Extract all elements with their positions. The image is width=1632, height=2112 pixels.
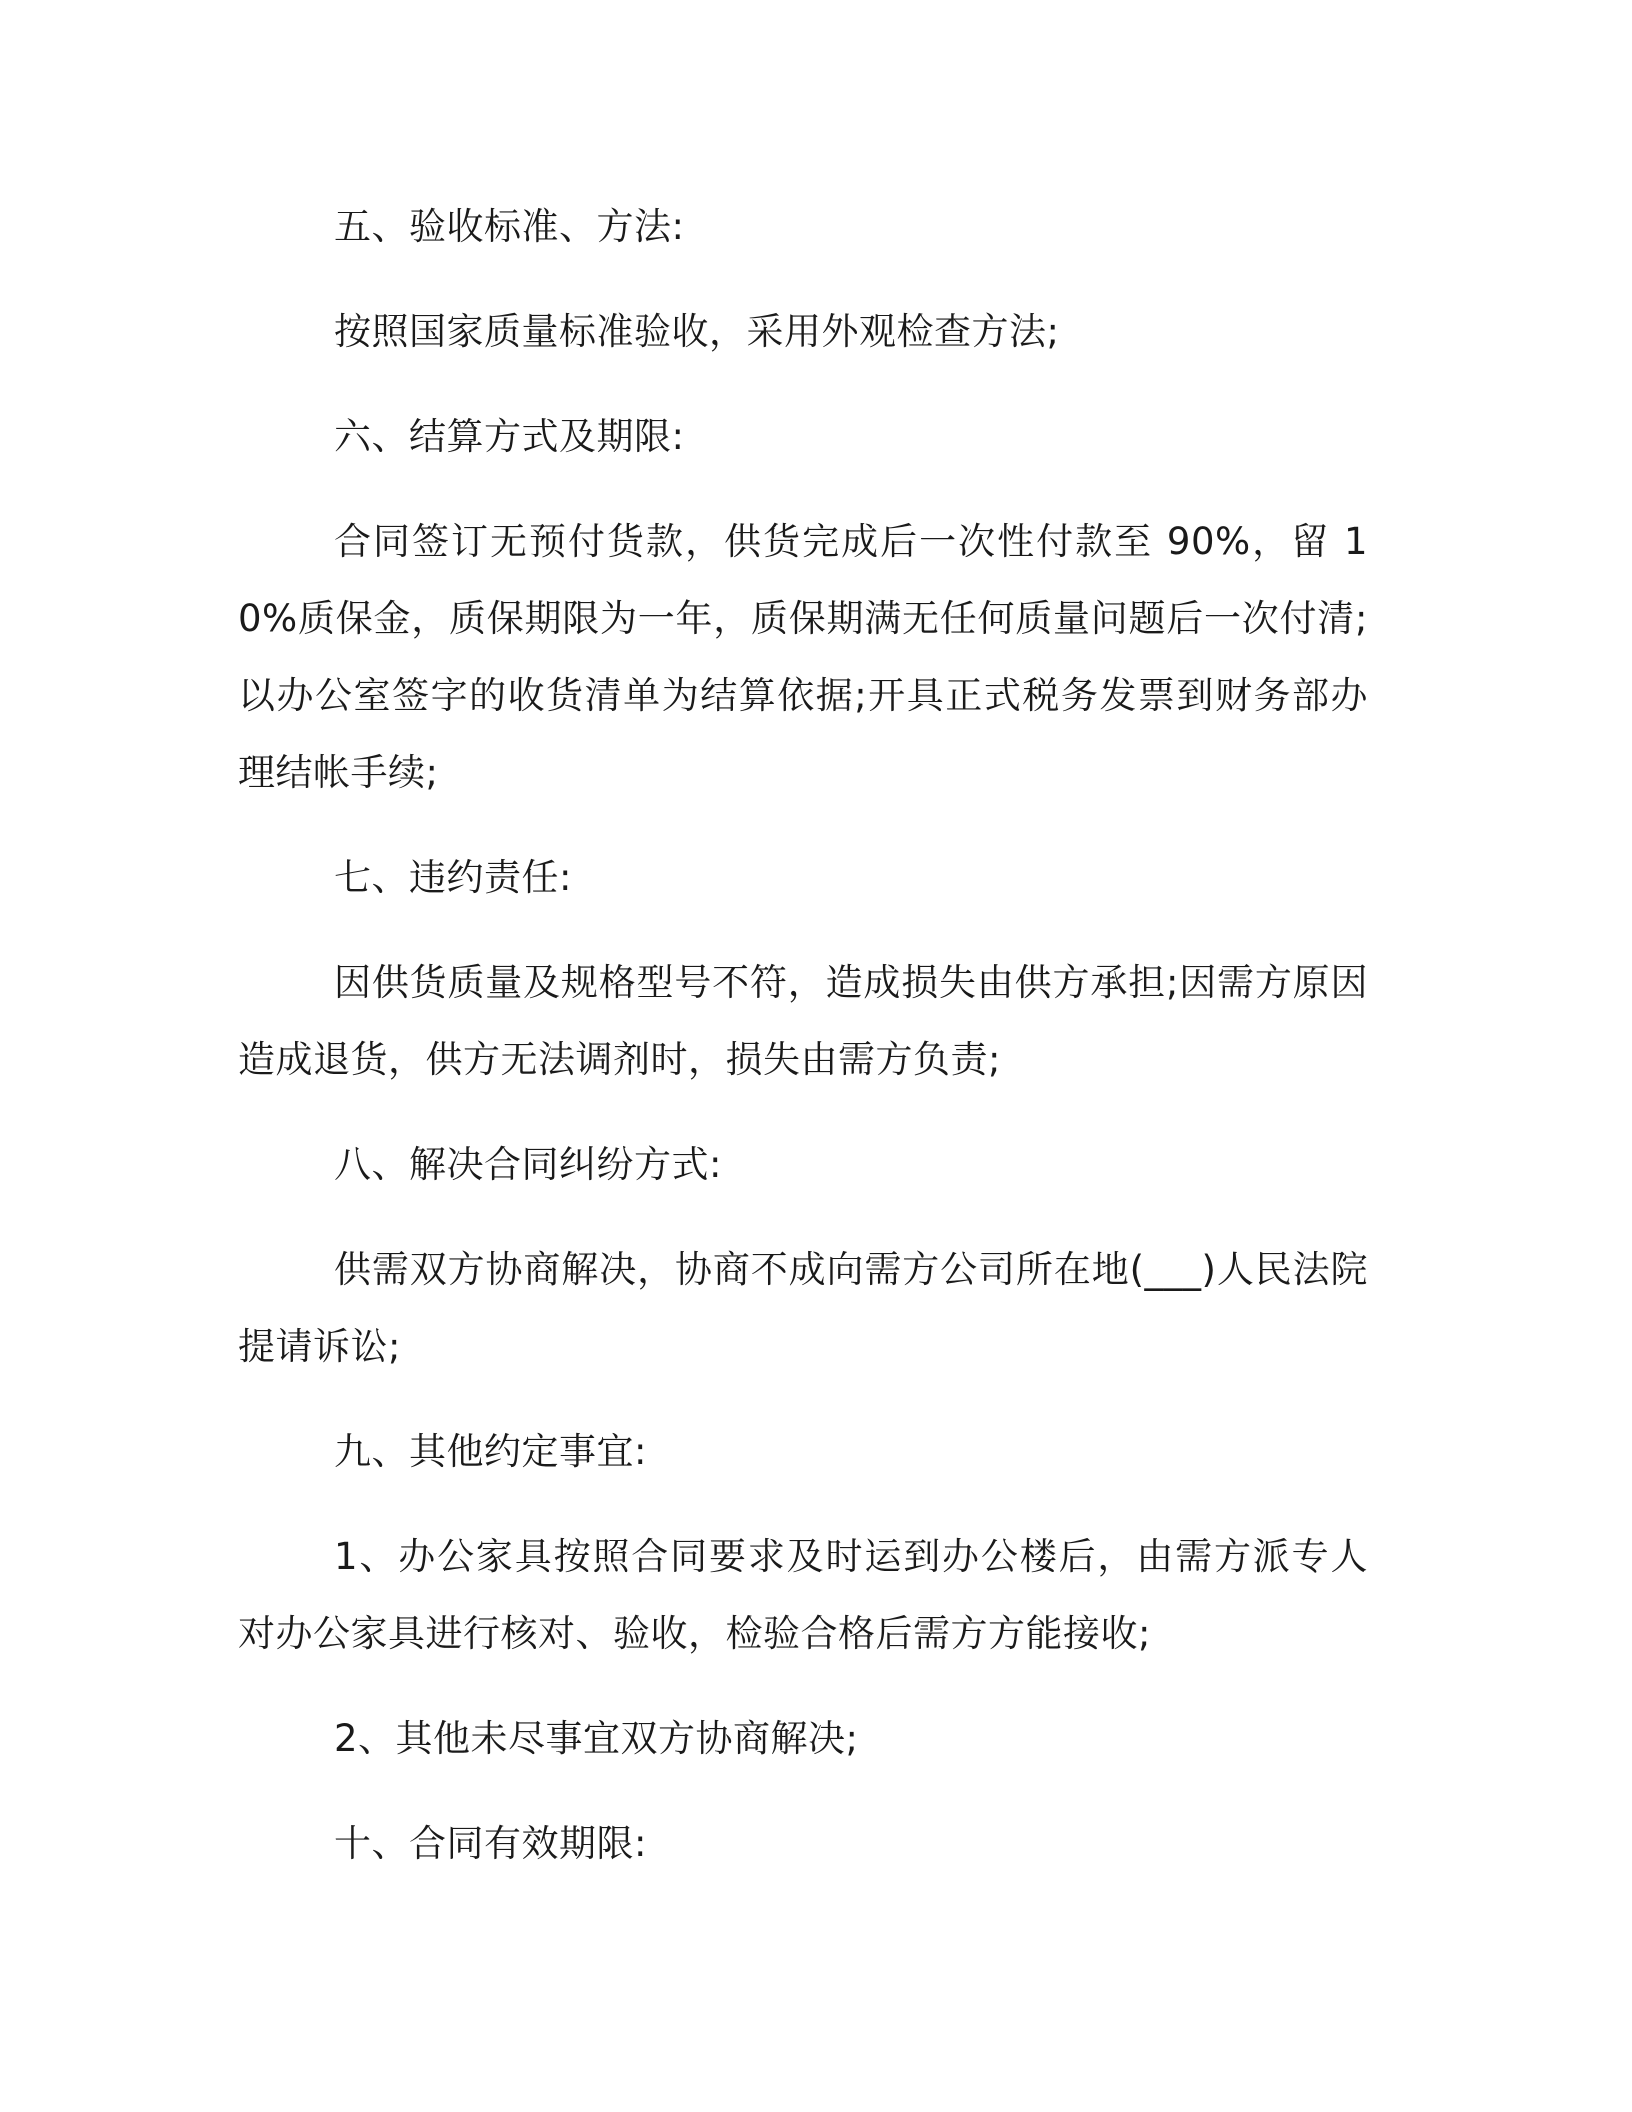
paragraph-liability-terms: 因供货质量及规格型号不符，造成损失由供方承担;因需方原因造成退货，供方无法调剂时，损失由需方负责;: [238, 961, 1368, 1081]
paragraph-other-item-1: 1、办公家具按照合同要求及时运到办公楼后，由需方派专人对办公家具进行核对、验收，检验合格后需方方能接收;: [238, 1535, 1368, 1655]
section-heading-other-matters: 九、其他约定事宜:: [334, 1430, 647, 1473]
paragraph-other-item-2: 2、其他未尽事宜双方协商解决;: [334, 1717, 859, 1760]
section-heading-liability: 七、违约责任:: [334, 856, 572, 899]
document-body: [238, 188, 1368, 1882]
section-heading-settlement: 六、结算方式及期限:: [334, 415, 685, 458]
section-heading-dispute: 八、解决合同纠纷方式:: [334, 1143, 722, 1186]
paragraph-dispute-terms: 供需双方协商解决，协商不成向需方公司所在地(___)人民法院提请诉讼;: [238, 1248, 1368, 1368]
paragraph-acceptance-method: 按照国家质量标准验收，采用外观检查方法;: [334, 310, 1060, 353]
section-heading-validity: 十、合同有效期限:: [334, 1822, 647, 1865]
section-heading-acceptance: 五、验收标准、方法:: [334, 205, 685, 248]
paragraph-settlement-terms: 合同签订无预付货款，供货完成后一次性付款至 90%，留 10%质保金，质保期限为一年，质保期满无任何质量问题后一次付清;以办公室签字的收货清单为结算依据;开具正式税务发票到财务部办理结帐手续;: [238, 520, 1368, 794]
